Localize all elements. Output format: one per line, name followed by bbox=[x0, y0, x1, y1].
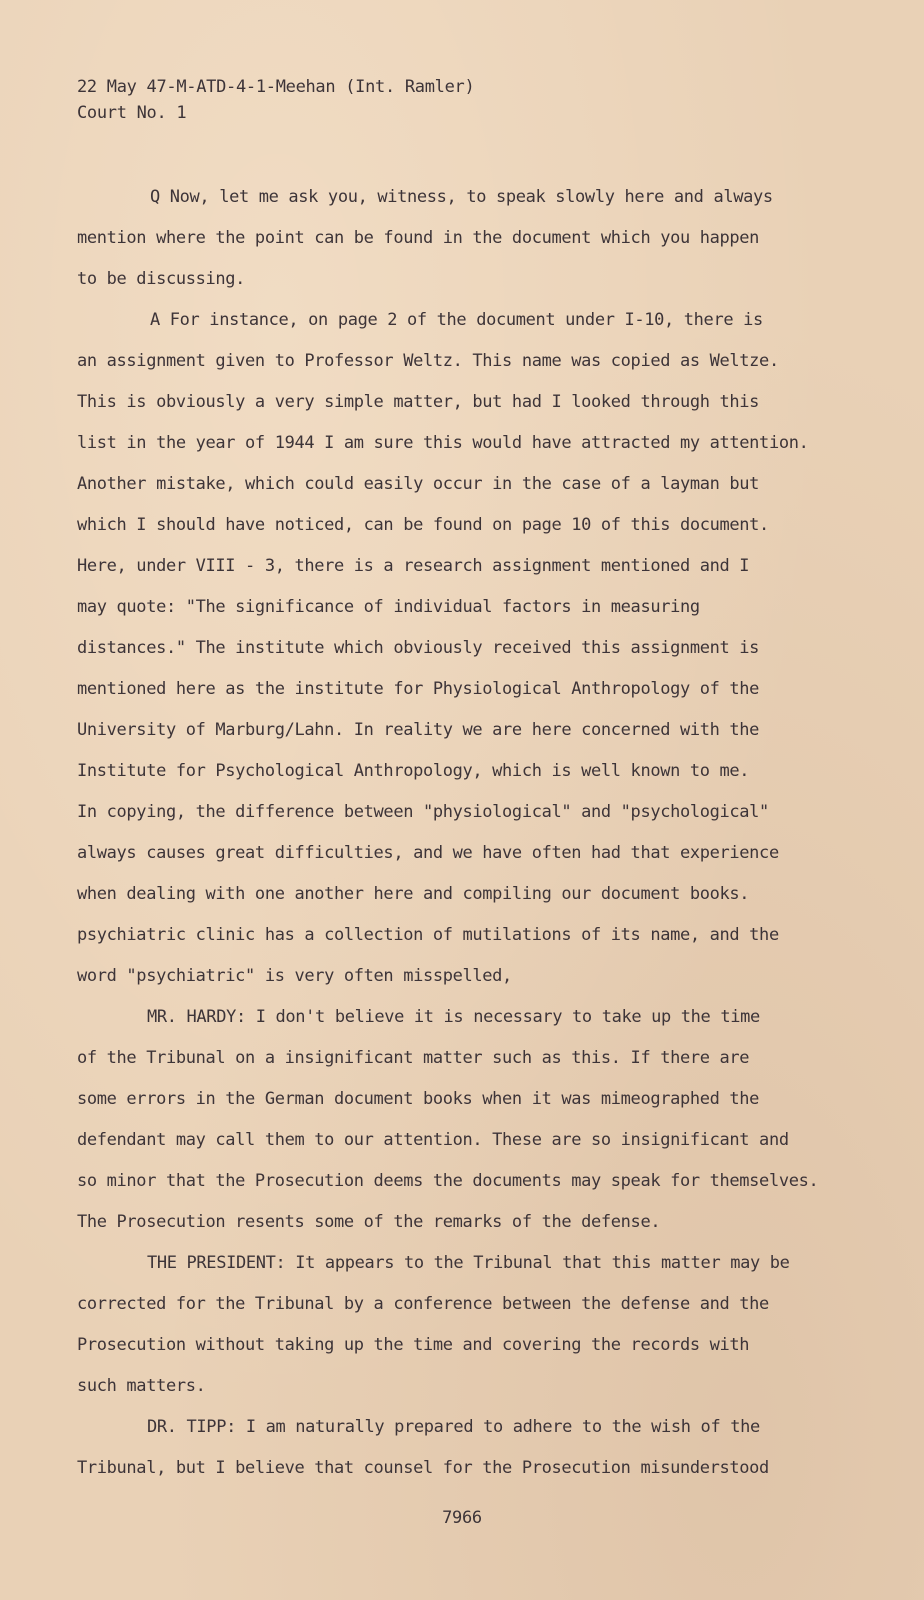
transcript-line: corrected for the Tribunal by a conference between the defense and the bbox=[77, 1294, 769, 1314]
document-header bbox=[77, 74, 474, 126]
transcript-line: psychiatric clinic has a collection of mutilations of its name, and the bbox=[77, 925, 779, 945]
transcript-line: Tribunal, but I believe that counsel for the Prosecution misunderstood bbox=[77, 1458, 769, 1478]
transcript-line: always causes great difficulties, and we have often had that experience bbox=[77, 843, 779, 863]
transcript-line: This is obviously a very simple matter, but had I looked through this bbox=[77, 392, 760, 412]
transcript-line: mentioned here as the institute for Physiological Anthropology of the bbox=[77, 679, 760, 699]
transcript-line: Another mistake, which could easily occur in the case of a layman but bbox=[77, 474, 760, 494]
transcript-line: such matters. bbox=[77, 1376, 206, 1396]
transcript-line: distances." The institute which obviously received this assignment is bbox=[77, 638, 760, 658]
transcript-line: when dealing with one another here and compiling our document books. bbox=[77, 884, 750, 904]
transcript-line: to be discussing. bbox=[77, 269, 246, 289]
transcript-line: University of Marburg/Lahn. In reality we are here concerned with the bbox=[77, 720, 760, 740]
transcript-line: Here, under VIII - 3, there is a research assignment mentioned and I bbox=[77, 556, 750, 576]
transcript-line: A For instance, on page 2 of the document under I-10, there is bbox=[150, 310, 763, 330]
transcript-line: The Prosecution resents some of the remarks of the defense. bbox=[77, 1212, 661, 1232]
transcript-line: Institute for Psychological Anthropology, which is well known to me. bbox=[77, 761, 750, 781]
transcript-line: may quote: "The significance of individual factors in measuring bbox=[77, 597, 700, 617]
transcript-line: an assignment given to Professor Weltz. This name was copied as Weltze. bbox=[77, 351, 779, 371]
header-session-line: 22 May 47-M-ATD-4-1-Meehan (Int. Ramler) bbox=[77, 77, 475, 97]
transcript-line: list in the year of 1944 I am sure this would have attracted my attention. bbox=[77, 433, 809, 453]
transcript-line: Prosecution without taking up the time and covering the records with bbox=[77, 1335, 750, 1355]
transcript-line: Q Now, let me ask you, witness, to speak slowly here and always bbox=[150, 187, 773, 207]
transcript-line: some errors in the German document books when it was mimeographed the bbox=[77, 1089, 760, 1109]
transcript-line: In copying, the difference between "physiological" and "psychological" bbox=[77, 802, 769, 822]
transcript-line: MR. HARDY: I don't believe it is necessary to take up the time bbox=[147, 1007, 760, 1027]
transcript-line: so minor that the Prosecution deems the documents may speak for themselves. bbox=[77, 1171, 819, 1191]
transcript-line: of the Tribunal on a insignificant matter such as this. If there are bbox=[77, 1048, 750, 1068]
transcript-line: THE PRESIDENT: It appears to the Tribunal that this matter may be bbox=[147, 1253, 790, 1273]
transcript-line: which I should have noticed, can be found on page 10 of this document. bbox=[77, 515, 769, 535]
header-court-line: Court No. 1 bbox=[77, 103, 187, 123]
page-number: 7966 bbox=[442, 1508, 482, 1528]
transcript-line: DR. TIPP: I am naturally prepared to adhere to the wish of the bbox=[147, 1417, 760, 1437]
transcript-body bbox=[77, 177, 847, 1489]
transcript-line: mention where the point can be found in the document which you happen bbox=[77, 228, 760, 248]
transcript-line: defendant may call them to our attention. These are so insignificant and bbox=[77, 1130, 789, 1150]
transcript-line: word "psychiatric" is very often misspelled, bbox=[77, 966, 512, 986]
